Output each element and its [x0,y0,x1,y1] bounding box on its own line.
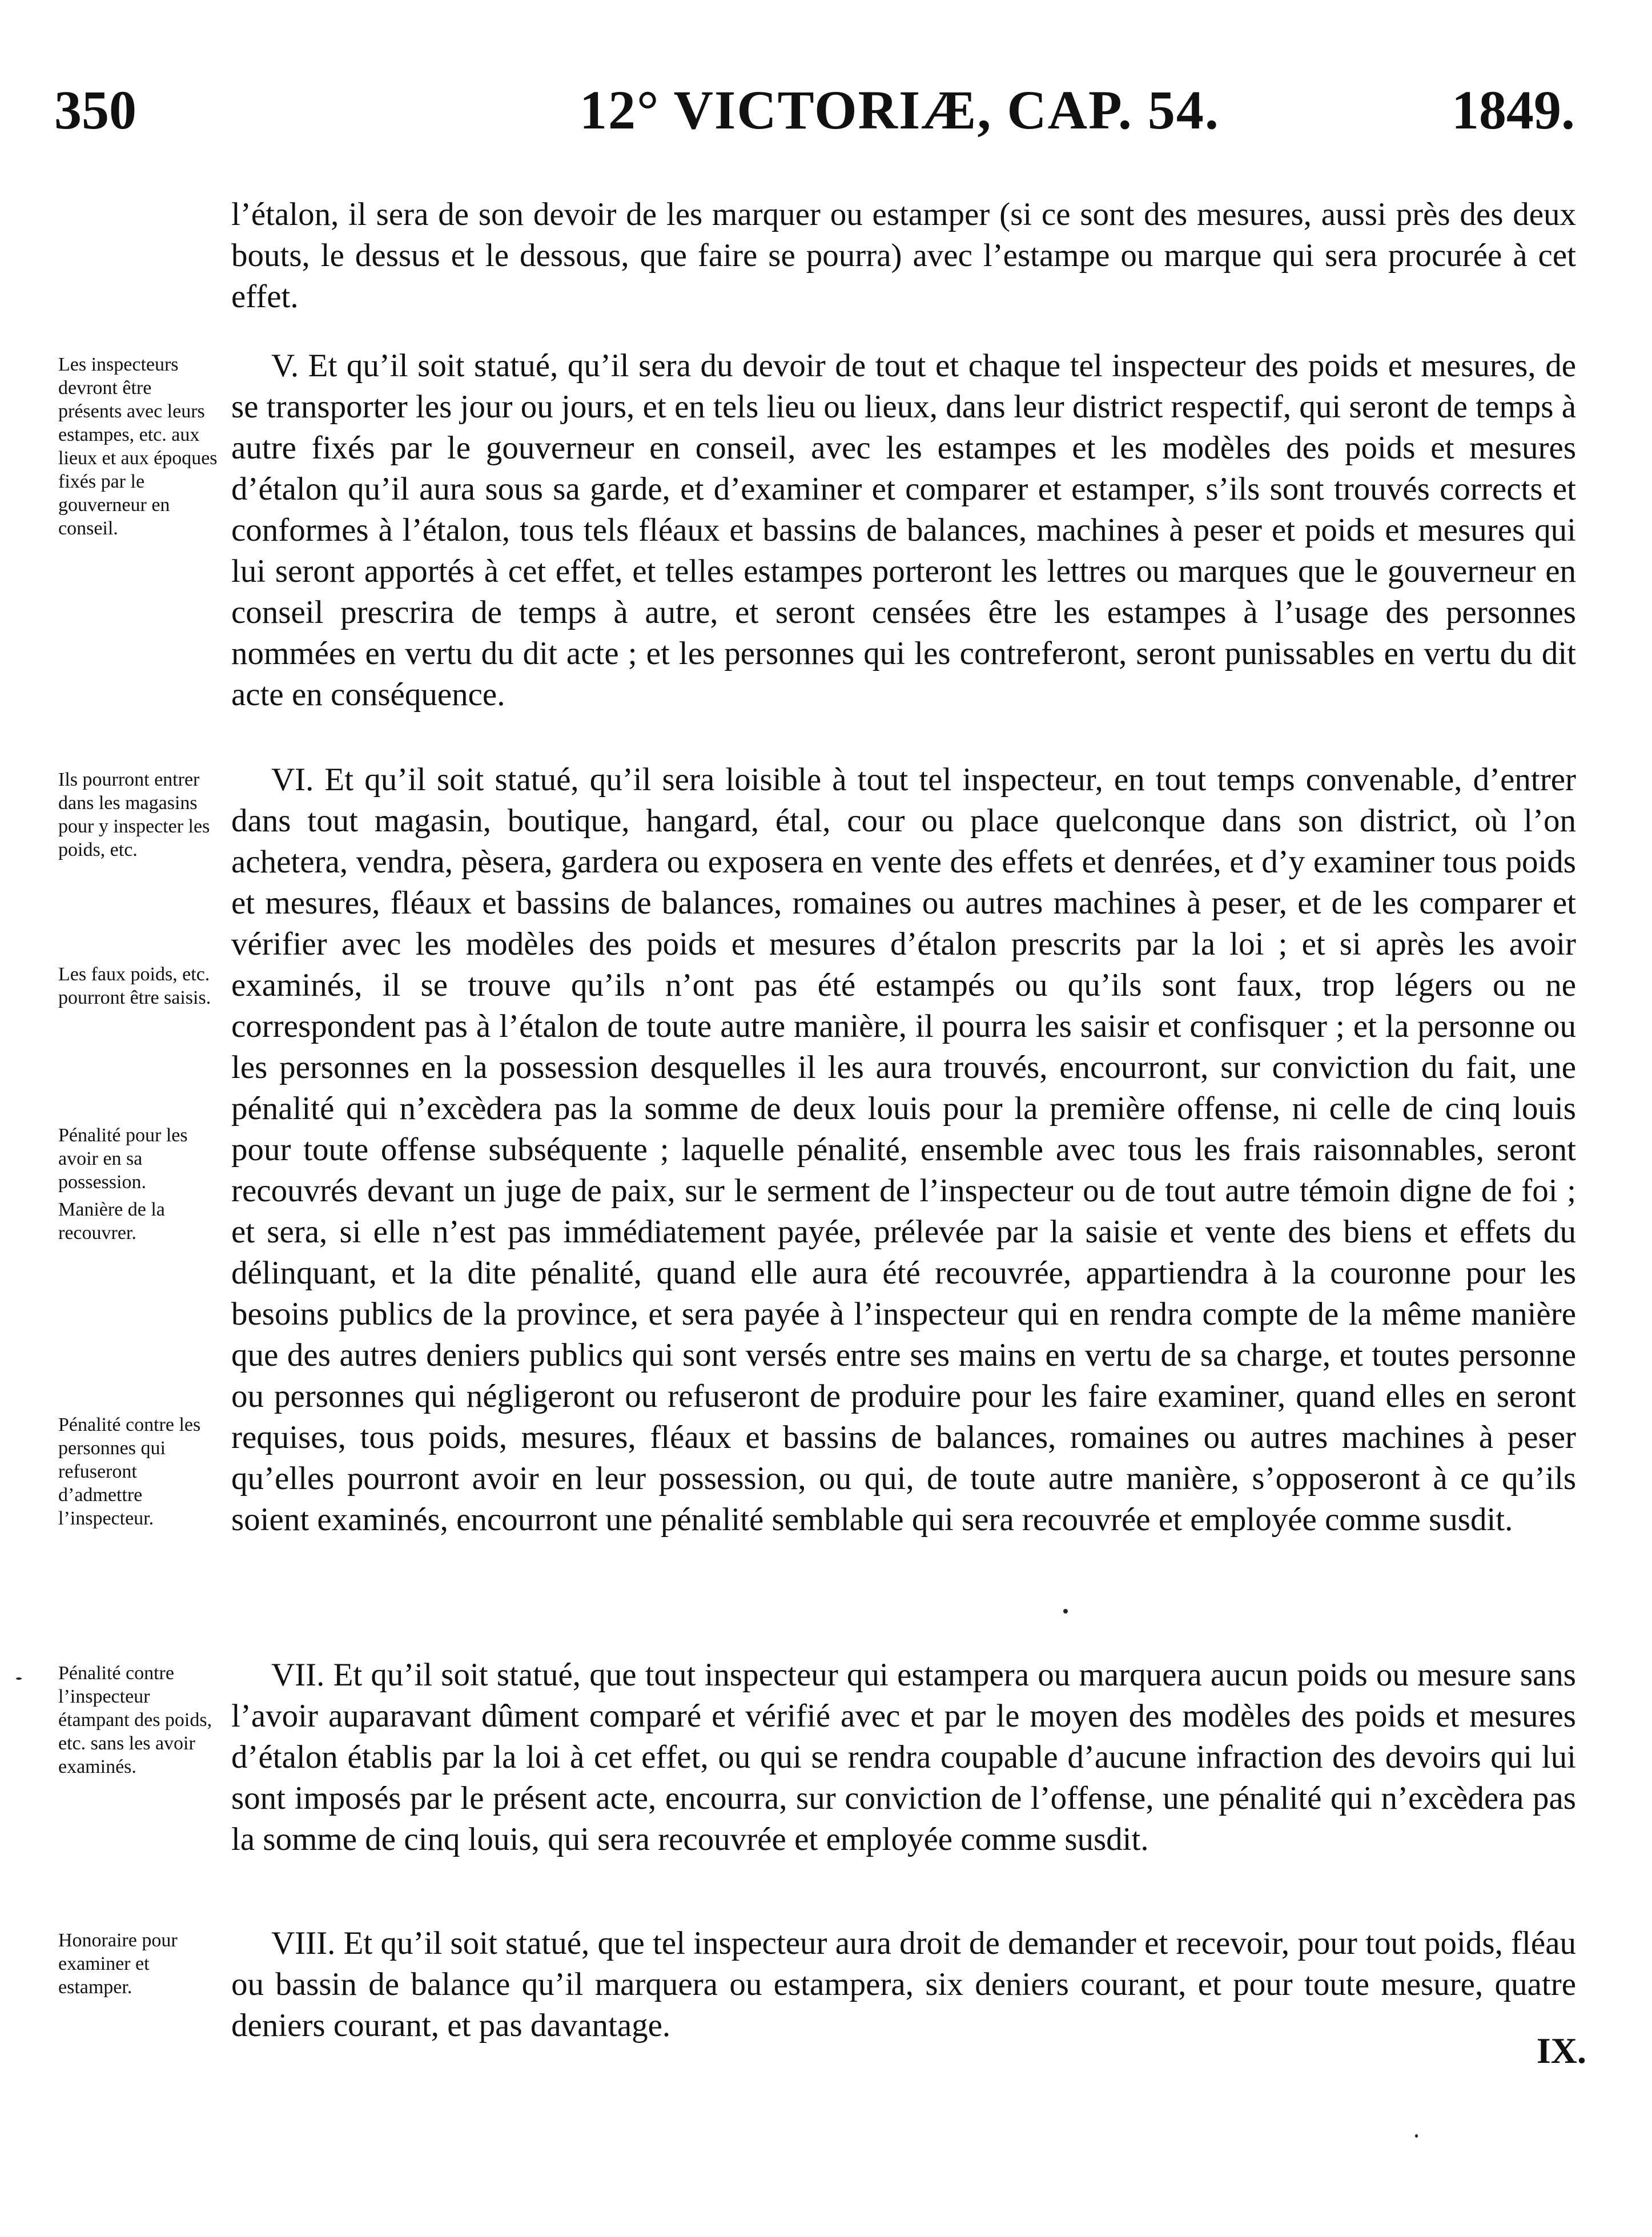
print-speck [16,1677,22,1680]
running-title: 12° VICTORIÆ, CAP. 54. [580,79,1220,140]
paragraph-text: VI. Et qu’il soit statué, qu’il sera loisible à tout tel inspecteur, en tout temps convenable, d’entrer dans tout magasin, boutique, hangard, étal, cour ou place quelconque dans son district, où l’on achetera, vendra, pèsera, gardera ou exposera en vente des effets et denrées, et d’y examiner tous poids et mesures, fléaux et bassins de balances, romaines ou autres machines à peser, et de les comparer et vérifier avec les modèles des poids et mesures d’étalon prescrits par la loi ; et si après les avoir examinés, il se trouve qu’ils n’ont pas été estampés ou qu’ils sont faux, trop légers ou ne correspondent pas à l’étalon de toute autre manière, il pourra les saisir et confisquer ; et la personne ou les personnes en la possession desquelles il les aura trouvés, encourront, sur conviction du fait, une pénalité qui n’excèdera pas la somme de deux louis pour la première offense, ni celle de cinq louis pour toute offense subséquente ; laquelle pénalité, ensemble avec tous les frais raisonnables, seront recouvrés devant un juge de paix, sur le serment de l’inspecteur ou de tout autre témoin digne de foi ; et sera, si elle n’est pas immédiatement payée, prélevée par la saisie et vente des biens et effets du délinquant, et la dite pénalité, quand elle aura été recouvrée, appartiendra à la couronne pour les besoins publics de la province, et sera payée à l’inspecteur qui en rendra compte de la même manière que des autres deniers publics qui sont versés entre ses mains en vertu de sa charge, et toutes personne ou personnes qui négligeront ou refuseront de produire pour les faire examiner, quand elles en seront requises, tous poids, mesures, fléaux et bassins de balances, romaines ou autres machines à peser qu’elles pourront avoir en leur possession, ou qui, de toute autre manière, s’opposeront à ce qu’ils soient examinés, encourront une pénalité semblable qui sera recouvrée et employée comme susdit. [231,762,1576,1538]
margin-note-penalty-possession: Pénalité pour les avoir en sa possession. [58,1125,188,1193]
margin-note-penalty-inspector: Pénalité contre l’inspecteur étampant des poids, etc. sans les avoir examinés. [58,1663,212,1777]
header-year: 1849. [1452,79,1575,140]
section-vi [231,759,1576,1540]
catchword: IX. [1536,2030,1586,2071]
margin-note-inspectors-present: Les inspecteurs devront être présents avec leurs estampes, etc. aux lieux et aux époques fixés par le gouverneur en conseil. [58,354,218,539]
margin-note-false-weights: Les faux poids, etc. pourront être saisis. [58,964,211,1008]
margin-note-enter-stores: Ils pourront entrer dans les magasins pour y inspecter les poids, etc. [58,769,210,860]
section-viii [231,1923,1576,2046]
paragraph-text: V. Et qu’il soit statué, qu’il sera du devoir de tout et chaque tel inspecteur des poids et mesures, de se transporter les jour ou jours, et en tels lieu ou lieux, dans leur district respectif, qui seront de temps à autre fixés par le gouverneur en conseil, avec les estampes et les modèles des poids et mesures d’étalon qu’il aura sous sa garde, et d’examiner et comparer et estamper, s’ils sont trouvés corrects et conformes à l’étalon, tous tels fléaux et bassins de balances, machines à peser et poids et mesures qui lui seront apportés à cet effet, et telles estampes porteront les lettres ou marques que le gouverneur en conseil prescrira de temps à autre, et seront censées être les estampes à l’usage des personnes nommées en vertu du dit acte ; et les personnes qui les contreferont, seront punissables en vertu du dit acte en conséquence. [231,348,1576,713]
margin-note-fees: Honoraire pour examiner et estamper. [58,1930,178,1998]
paragraph-text: VII. Et qu’il soit statué, que tout inspecteur qui estampera ou marquera aucun poids ou mesure sans l’avoir auparavant dûment comparé et vérifié avec et par le moyen des modèles des poids et mesures d’étalon établis par la loi à cet effet, ou qui se rendra coupable d’aucune infraction des devoirs qui lui sont imposés par le présent acte, encourra, sur conviction de l’offense, une pénalité qui n’excèdera pas la somme de cinq louis, qui sera recouvrée et employée comme susdit. [231,1657,1576,1857]
section-v [231,345,1576,715]
section-vii [231,1655,1576,1860]
margin-note-recovery: Manière de la recouvrer. [58,1199,165,1244]
page-number: 350 [54,79,136,140]
paragraph-continuation [231,194,1576,317]
print-speck [1063,1609,1068,1614]
print-speck [1415,2134,1418,2138]
margin-note-penalty-refusal: Pénalité contre les personnes qui refuseront d’admettre l’inspecteur. [58,1414,201,1529]
paragraph-text: VIII. Et qu’il soit statué, que tel inspecteur aura droit de demander et recevoir, pour tout poids, fléau ou bassin de balance qu’il marquera ou estampera, six deniers courant, et pour toute mesure, quatre deniers courant, et pas davantage. [231,1925,1576,2043]
paragraph-text: l’étalon, il sera de son devoir de les marquer ou estamper (si ce sont des mesures, aussi près des deux bouts, le dessus et le dessous, que faire se pourra) avec l’estampe ou marque qui sera procurée à cet effet. [231,196,1576,315]
